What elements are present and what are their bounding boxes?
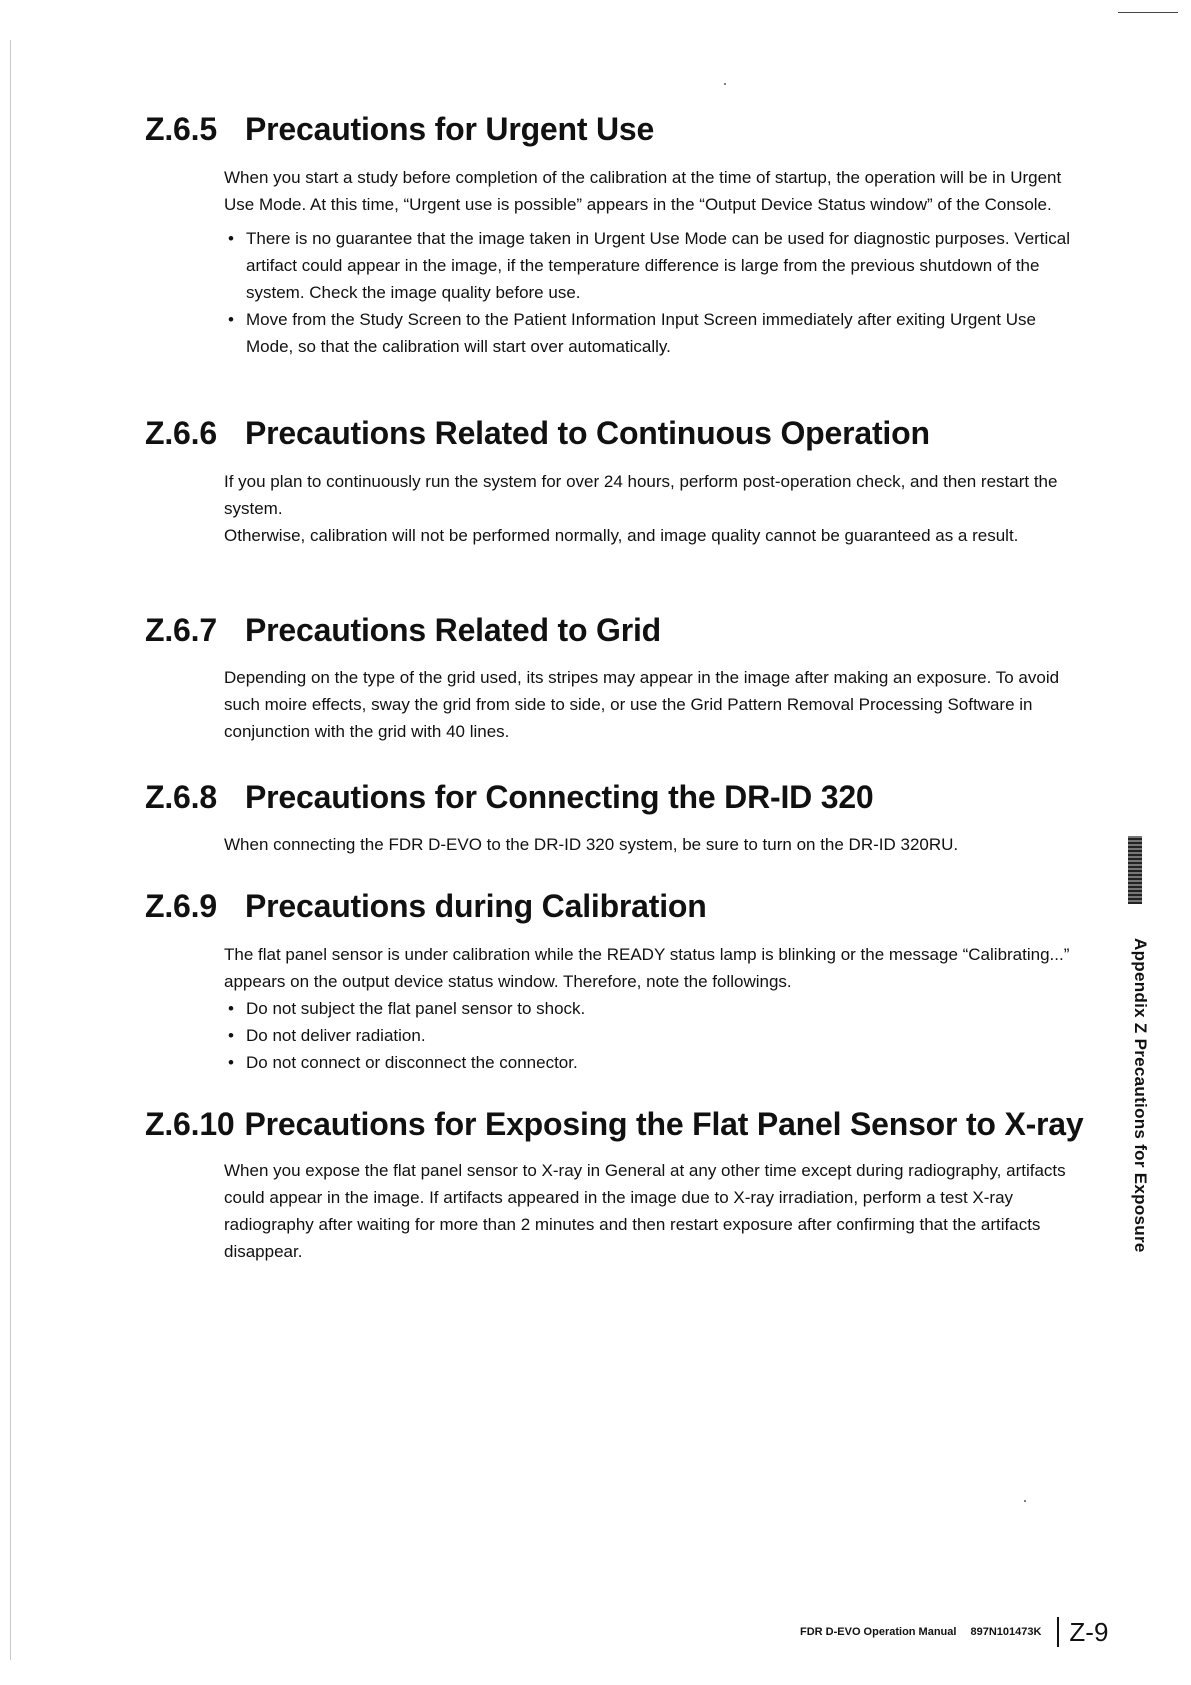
section-heading: [145, 1105, 1084, 1143]
section-heading: [145, 414, 930, 452]
section-body: [224, 468, 1074, 549]
section-number: Z.6.10: [145, 1106, 235, 1142]
section-heading: [145, 611, 661, 649]
bullet-item: • There is no guarantee that the image taken in Urgent Use Mode can be used for diagnostic purposes. Vertical artifact could appear in the image, if the temperature difference is large from the previous shutdown of the system. Check the image quality before use.: [224, 225, 1074, 306]
chapter-side-label: Appendix Z Precautions for Exposure: [1131, 938, 1150, 1253]
page-footer: [800, 1617, 1108, 1647]
bullet-item: • Do not connect or disconnect the connector.: [224, 1049, 1074, 1076]
section-number: Z.6.6: [145, 415, 217, 451]
bullet-glyph: •: [228, 310, 234, 329]
scan-speck: [724, 83, 726, 85]
section-body: [224, 664, 1074, 745]
manual-title: FDR D-EVO Operation Manual: [800, 1626, 957, 1638]
paragraph: Depending on the type of the grid used, its stripes may appear in the image after making an exposure. To avoid such moire effects, sway the grid from side to side, or use the Grid Pattern Removal Processing Software in conjunction with the grid with 40 lines.: [224, 668, 1060, 741]
section-body: [224, 831, 1074, 858]
bullet-list: [224, 995, 1074, 1076]
top-rule: [1118, 12, 1178, 13]
section-body: [224, 164, 1074, 360]
page-number: Z-9: [1069, 1616, 1109, 1647]
bullet-item: • Move from the Study Screen to the Patient Information Input Screen immediately after exiting Urgent Use Mode, so that the calibration will start over automatically.: [224, 306, 1074, 360]
paragraph: Otherwise, calibration will not be performed normally, and image quality cannot be guaranteed as a result.: [224, 526, 1019, 545]
paragraph: If you plan to continuously run the system for over 24 hours, perform post-operation check, and then restart the system.: [224, 472, 1058, 518]
section-number: Z.6.8: [145, 779, 217, 815]
bullet-glyph: •: [228, 1053, 234, 1072]
section-body: [224, 1157, 1074, 1265]
paragraph: When you start a study before completion of the calibration at the time of startup, the operation will be in Urgent Use Mode. At this time, “Urgent use is possible” appears in the “Output Device Status window” of the Console.: [224, 168, 1062, 214]
bullet-item: • Do not subject the flat panel sensor to shock.: [224, 995, 1074, 1022]
paragraph: When connecting the FDR D-EVO to the DR-ID 320 system, be sure to turn on the DR-ID 320RU.: [224, 835, 959, 854]
section-body: [224, 941, 1074, 1076]
section-title: Precautions Related to Grid: [245, 612, 662, 648]
scan-speck: [1024, 1500, 1026, 1502]
chapter-tab-marker: [1128, 836, 1142, 904]
footer-divider: [1057, 1617, 1059, 1647]
section-title: Precautions for Urgent Use: [245, 111, 655, 147]
section-title: Precautions Related to Continuous Operation: [245, 415, 930, 451]
manual-code: 897N101473K: [970, 1626, 1042, 1638]
section-title: Precautions for Connecting the DR-ID 320: [245, 779, 874, 815]
paragraph: When you expose the flat panel sensor to X-ray in General at any other time except during radiography, artifacts could appear in the image. If artifacts appeared in the image due to X-ray irradiation, perform a test X-ray radiography after waiting for more than 2 minutes and then restart exposure after confirming that the artifacts disappear.: [224, 1161, 1066, 1261]
bullet-glyph: •: [228, 999, 234, 1018]
section-number: Z.6.7: [145, 612, 217, 648]
bullet-item: • Do not deliver radiation.: [224, 1022, 1074, 1049]
section-heading: [145, 110, 654, 148]
section-heading: [145, 887, 707, 925]
section-title: Precautions during Calibration: [245, 888, 707, 924]
bullet-glyph: •: [228, 229, 234, 248]
paragraph: The flat panel sensor is under calibration while the READY status lamp is blinking or the message “Calibrating...” appears on the output device status window. Therefore, note the followings.: [224, 945, 1070, 991]
scan-edge: [10, 40, 11, 1660]
section-number: Z.6.9: [145, 888, 217, 924]
bullet-glyph: •: [228, 1026, 234, 1045]
section-number: Z.6.5: [145, 111, 217, 147]
bullet-list: [224, 225, 1074, 360]
section-heading: [145, 778, 874, 816]
section-title: Precautions for Exposing the Flat Panel Sensor to X-ray: [244, 1106, 1084, 1142]
